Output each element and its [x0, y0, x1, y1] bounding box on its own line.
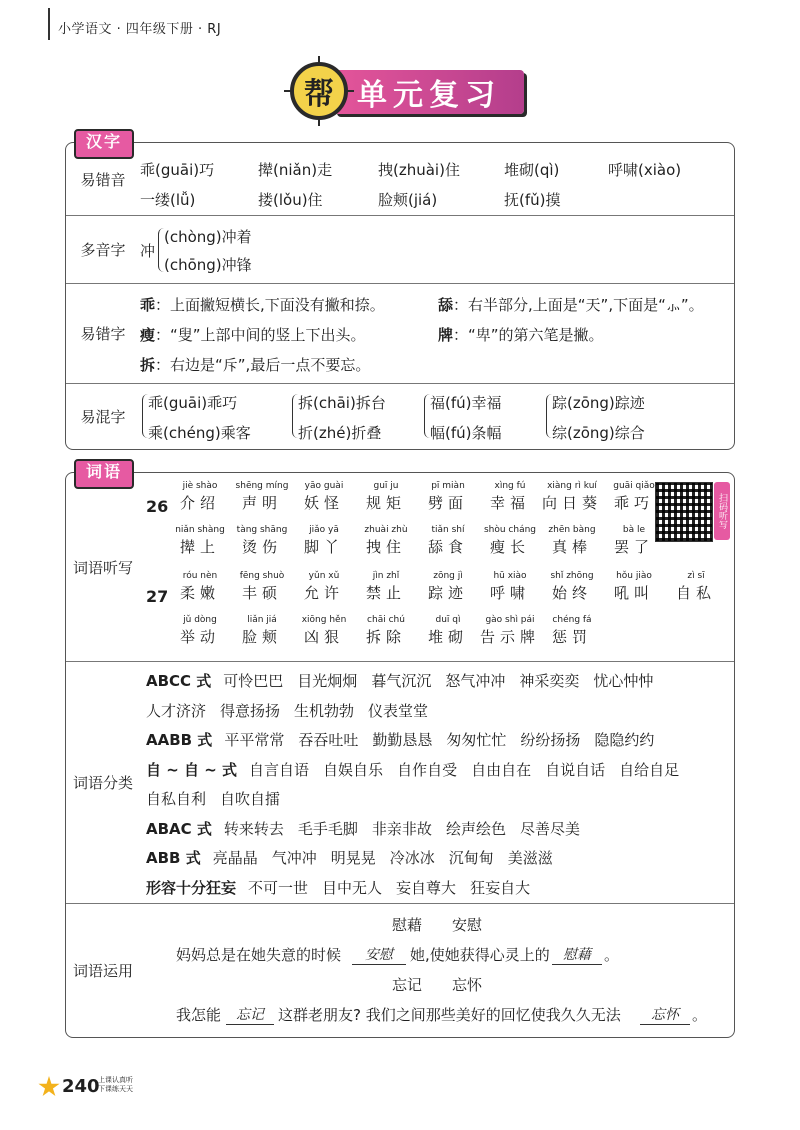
word-item: 幅(fú)条幅 [430, 424, 502, 442]
pinyin: jiè shào [182, 481, 218, 491]
dictation-word [232, 525, 292, 557]
reading-item: (chōng)冲锋 [164, 256, 252, 274]
category-line [146, 759, 693, 780]
row-yicuozi [66, 283, 734, 383]
idiom-word: 转来转去 [223, 819, 284, 838]
dictation-word [542, 571, 602, 603]
idiom-word: 勤勤恳恳 [372, 731, 433, 749]
idiom-word: 毛手毛脚 [297, 819, 358, 838]
dictation-word [542, 525, 602, 557]
hanzi-word: 妖怪 [303, 494, 344, 512]
idiom-word: 自言自语 [249, 760, 310, 779]
hanzi-word: 撵上 [179, 538, 220, 556]
dictation-word [542, 615, 602, 647]
sentence-part: 妈妈总是在她失意的时候 [176, 946, 342, 964]
idiom-word: 目光炯炯 [297, 672, 358, 690]
word-item: 一缕(lǚ) [140, 191, 196, 209]
reading-item: (chòng)冲着 [164, 228, 252, 246]
hanzi-word: 声明 [241, 494, 282, 512]
hanzi-word: 踪迹 [427, 584, 468, 602]
hanzi-word: 介绍 [179, 494, 220, 512]
idiom-word: 美滋滋 [507, 849, 553, 867]
row-duoyinzi [66, 215, 734, 283]
idiom-word: 自说自话 [545, 760, 606, 779]
idiom-word: 明晃晃 [330, 849, 376, 867]
footer-slogan: 上课认真听 下课练天天 [98, 1076, 133, 1093]
hanzi-word: 始终 [551, 584, 592, 602]
dictation-word [480, 615, 540, 647]
idiom-word: 人才济济 [146, 701, 207, 720]
hanzi-word: 拆除 [365, 628, 406, 646]
pinyin: niǎn shàng [175, 525, 225, 535]
row-label: 易错字 [80, 325, 126, 343]
row-label: 词语听写 [72, 558, 133, 577]
dictation-word [418, 481, 478, 513]
note-item: 舔：右半部分,上面是“天”,下面是“⺗”。 [438, 296, 704, 314]
answer-blank: 慰藉 [552, 944, 602, 965]
hanzi-word: 呼啸 [489, 584, 530, 602]
word-item: 呼啸(xiào) [608, 161, 682, 179]
dictation-word [294, 525, 354, 557]
idiom-word: 自由自在 [471, 760, 532, 779]
pinyin: guī ju [373, 481, 399, 491]
pinyin: yāo guài [304, 481, 344, 491]
idiom-word: 匆匆忙忙 [446, 731, 507, 749]
answer-blank: 忘记 [226, 1004, 274, 1025]
note-item: 乖：上面撇短横长,下面没有撇和捺。 [140, 296, 385, 314]
pinyin: zōng jì [433, 571, 463, 581]
idiom-word: 妄自尊大 [396, 878, 457, 897]
category-line [146, 729, 668, 750]
row-fenlei [66, 661, 734, 903]
dictation-word [356, 481, 416, 513]
category-line [146, 818, 594, 839]
dictation-word [170, 615, 230, 647]
hanzi-word: 举动 [179, 628, 220, 646]
idiom-word: 自吹自擂 [220, 790, 281, 808]
dictation-word [480, 525, 540, 557]
idiom-word: 暮气沉沉 [371, 672, 432, 690]
idiom-word: 沉甸甸 [448, 849, 494, 867]
pinyin: pī miàn [431, 481, 465, 491]
dictation-word [170, 571, 230, 603]
dictation-word [356, 525, 416, 557]
sentence-part: 。 [692, 1006, 708, 1024]
hanzi-word: 堆砌 [427, 628, 468, 646]
page-number: 240 [62, 1076, 100, 1097]
dictation-word [480, 571, 540, 603]
row-label: 词语运用 [72, 962, 133, 980]
dictation-word [170, 525, 230, 557]
category-line [146, 847, 567, 868]
idiom-word: 非亲非故 [371, 819, 432, 838]
dictation-word [232, 481, 292, 513]
hanzi-section [65, 132, 735, 450]
hanzi-word: 凶狠 [303, 628, 344, 646]
dictation-word [418, 525, 478, 557]
idiom-word: 不可一世 [248, 878, 309, 897]
word-item: 拆(chāi)拆台 [298, 394, 386, 412]
lesson-number: 27 [146, 587, 169, 606]
word-item: 脸颊(jiá) [378, 191, 438, 209]
idiom-word: 狂妄自大 [470, 878, 531, 897]
dictation-word [418, 615, 478, 647]
row-tingxie [66, 473, 734, 661]
pinyin: zì sī [687, 571, 705, 581]
hanzi-word: 柔嫩 [179, 584, 220, 602]
row-label: 多音字 [80, 241, 126, 259]
pinyin: bà le [622, 525, 646, 535]
dictation-word [542, 481, 602, 513]
dictation-word [666, 571, 726, 603]
idiom-word: 自娱自乐 [323, 760, 384, 779]
word-item: 撵(niǎn)走 [258, 161, 333, 179]
pinyin: xìng fú [494, 481, 526, 491]
idiom-word: 纷纷扬扬 [520, 731, 581, 749]
pinyin: fēng shuò [239, 571, 285, 581]
pinyin: xiàng rì kuí [547, 481, 597, 491]
header-divider [48, 8, 50, 40]
word-item: 乖(guāi)乖巧 [148, 394, 238, 412]
hanzi-word: 罢了 [613, 538, 654, 556]
row-yunyong [66, 903, 734, 1037]
word-item: 折(zhé)折叠 [298, 424, 382, 442]
idiom-word: 可怜巴巴 [223, 672, 284, 690]
word-item: 综(zōng)综合 [552, 424, 645, 442]
word-item: 抚(fǔ)摸 [504, 191, 561, 209]
category-line [146, 877, 544, 898]
hanzi-word: 自私 [675, 584, 716, 602]
sentence-part: 我怎能 [176, 1006, 222, 1024]
row-yihunzi [66, 383, 734, 449]
word-item: 福(fú)幸福 [430, 394, 502, 412]
hanzi-word: 乖巧 [613, 494, 654, 512]
qr-label: 扫码听写 [714, 482, 730, 540]
pinyin: tiǎn shí [431, 525, 465, 535]
pinyin: jiǎo yā [309, 525, 339, 535]
word-pair: 忘记 忘怀 [392, 976, 483, 994]
note-item: 拆：右边是“斥”,最后一点不要忘。 [140, 356, 371, 374]
star-icon [38, 1076, 60, 1098]
badge-circle: 帮 [290, 62, 348, 120]
idiom-word: 怒气冲冲 [445, 672, 506, 690]
idiom-word: 忧心忡忡 [593, 672, 654, 690]
pinyin: hǒu jiào [616, 571, 652, 581]
word-item: 乖(guāi)巧 [140, 161, 215, 179]
row-label: 易混字 [80, 408, 126, 426]
pinyin: chāi chú [367, 615, 405, 625]
category-head: ABCC 式 [146, 672, 212, 690]
idiom-word: 绘声绘色 [445, 819, 506, 838]
hanzi-word: 拽住 [365, 538, 406, 556]
idiom-word: 吞吞吐吐 [298, 731, 359, 749]
idiom-word: 冷冰冰 [389, 849, 435, 867]
page-title: 单元复习 [334, 70, 524, 114]
hanzi-word: 幸福 [489, 494, 530, 512]
dictation-word [480, 481, 540, 513]
pinyin: shēng míng [235, 481, 289, 491]
answer-blank: 忘怀 [640, 1004, 690, 1025]
word-item: 拽(zhuài)住 [378, 161, 460, 179]
dictation-word [294, 571, 354, 603]
hanzi-word: 规矩 [365, 494, 406, 512]
section-tag-ciyu: 词语 [74, 459, 134, 489]
qr-code[interactable] [655, 482, 713, 542]
word-item: 堆砌(qì) [504, 161, 560, 179]
hanzi-word: 告示牌 [480, 628, 541, 646]
hanzi-word: 惩罚 [551, 628, 592, 646]
pinyin: hū xiào [493, 571, 527, 581]
pinyin: yǔn xǔ [308, 571, 340, 581]
pinyin: shǐ zhōng [550, 571, 594, 581]
running-header: 小学语文 · 四年级下册 · RJ [58, 22, 222, 37]
pinyin: shòu cháng [483, 525, 537, 535]
dictation-word [294, 481, 354, 513]
hanzi-word: 脚丫 [303, 538, 344, 556]
idiom-word: 得意扬扬 [220, 701, 281, 720]
hanzi-word: 禁止 [365, 584, 406, 602]
hanzi-word: 吼叫 [613, 584, 654, 602]
dictation-word [604, 571, 664, 603]
dictation-word [418, 571, 478, 603]
lesson-number: 26 [146, 497, 169, 516]
idiom-word: 仪表堂堂 [368, 701, 429, 720]
pinyin: jìn zhǐ [372, 571, 400, 581]
hanzi-word: 丰硕 [241, 584, 282, 602]
pinyin: zhuài zhù [364, 525, 408, 535]
note-item: 牌：“卑”的第六笔是撇。 [438, 326, 604, 344]
ciyu-section [65, 462, 735, 1038]
sentence-part: 这群老朋友? 我们之间那些美好的回忆使我久久无法 [278, 1006, 621, 1024]
idiom-word: 自给自足 [619, 760, 680, 779]
hanzi-word: 允许 [303, 584, 344, 602]
pinyin: róu nèn [182, 571, 218, 581]
idiom-word: 尽善尽美 [519, 819, 580, 838]
section-tag-hanzi: 汉字 [74, 129, 134, 159]
row-yicuoyin [66, 143, 734, 215]
row-label: 词语分类 [72, 774, 133, 792]
category-head: AABB 式 [146, 731, 213, 749]
row-label: 易错音 [80, 170, 126, 189]
dictation-word [356, 615, 416, 647]
pinyin: gào shì pái [485, 615, 535, 625]
note-item: 瘦：“叟”上部中间的竖上下出头。 [140, 326, 366, 344]
idiom-word: 目中无人 [322, 878, 383, 897]
word-item: 乘(chéng)乘客 [148, 424, 251, 442]
hanzi-word: 向日葵 [542, 494, 603, 512]
pinyin: guāi qiǎo [613, 481, 655, 491]
idiom-word: 自私自利 [146, 790, 207, 808]
idiom-word: 气冲冲 [271, 849, 317, 867]
dictation-word [356, 571, 416, 603]
pinyin: liǎn jiá [247, 615, 277, 625]
dictation-word [232, 571, 292, 603]
idiom-word: 平平常常 [224, 731, 285, 749]
pinyin: xiōng hěn [301, 615, 347, 625]
pinyin: zhēn bàng [548, 525, 596, 535]
idiom-word: 隐隐约约 [594, 731, 655, 749]
dictation-word [294, 615, 354, 647]
category-line [146, 700, 442, 721]
answer-blank: 安慰 [352, 944, 406, 965]
word-pair: 慰藉 安慰 [392, 916, 483, 934]
category-line [146, 788, 294, 809]
pinyin: tàng shāng [236, 525, 288, 535]
dictation-word [232, 615, 292, 647]
pinyin: chéng fá [552, 615, 592, 625]
category-head: ABB 式 [146, 849, 201, 867]
hanzi-word: 烫伤 [241, 538, 282, 556]
sentence-part: 。 [604, 946, 620, 964]
category-head: ABAC 式 [146, 819, 212, 838]
hanzi-word: 脸颊 [241, 628, 282, 646]
sentence-part: 她,使她获得心灵上的 [410, 946, 550, 964]
word-item: 搂(lǒu)住 [258, 191, 323, 209]
pinyin: duī qì [435, 615, 461, 625]
pinyin: jǔ dòng [183, 615, 217, 625]
category-head: 自 ~ 自 ~ 式 [146, 760, 238, 779]
hanzi-word: 劈面 [427, 494, 468, 512]
word-item: 踪(zōng)踪迹 [552, 394, 645, 412]
idiom-word: 神采奕奕 [519, 672, 580, 690]
hanzi-word: 舔食 [427, 538, 468, 556]
category-line [146, 670, 667, 691]
polyphone-char: 冲 [140, 242, 156, 260]
category-head: 形容十分狂妄 [146, 878, 237, 897]
idiom-word: 自作自受 [397, 760, 458, 779]
hanzi-word: 真棒 [551, 538, 592, 556]
hanzi-word: 瘦长 [489, 538, 530, 556]
title-banner [290, 62, 530, 126]
idiom-word: 生机勃勃 [294, 701, 355, 720]
idiom-word: 亮晶晶 [212, 849, 258, 867]
dictation-word [170, 481, 230, 513]
